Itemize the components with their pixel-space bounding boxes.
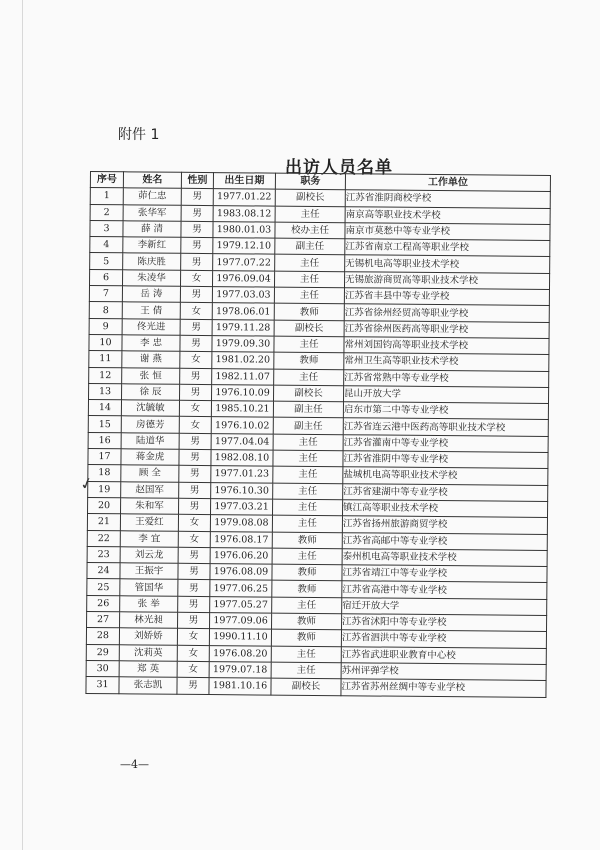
header-position: 职务 [275, 173, 345, 190]
person-name: 顾 全 [121, 465, 179, 482]
person-name: 房德芳 [121, 416, 179, 433]
gender: 男 [181, 221, 213, 238]
position: 副主任 [275, 238, 345, 255]
position: 教师 [272, 613, 342, 630]
person-name: 朱凌华 [122, 270, 180, 287]
person-name: 王爱红 [120, 514, 178, 531]
work-unit: 苏州评弹学校 [341, 663, 546, 681]
person-name: 谢 燕 [122, 351, 180, 368]
birth-date: 1981.02.20 [212, 352, 274, 369]
work-unit: 常州卫生高等职业技术学校 [344, 353, 549, 371]
row-number: 10 [89, 334, 122, 351]
work-unit: 江苏省南京工程高等职业学校 [345, 239, 550, 257]
person-name: 李新红 [123, 237, 181, 254]
person-name: 张 举 [120, 595, 178, 612]
person-name: 王 倩 [122, 302, 180, 319]
birth-date: 1977.09.06 [210, 613, 272, 630]
page-number: —4— [120, 758, 149, 771]
person-name: 李 宜 [120, 530, 178, 547]
gender: 女 [177, 645, 209, 662]
work-unit: 江苏省连云港中医药高等职业技术学校 [343, 418, 548, 436]
work-unit: 泰州机电高等职业技术学校 [342, 549, 547, 567]
work-unit: 常州刘国钧高等职业技术学校 [344, 337, 549, 355]
person-name: 王振宇 [120, 563, 178, 580]
position: 主任 [275, 255, 345, 272]
person-name: 茆仁忠 [123, 188, 181, 205]
row-number: 16 [88, 432, 121, 449]
birth-date: 1979.08.08 [210, 515, 272, 532]
attachment-label: 附件 1 [118, 127, 160, 143]
birth-date: 1982.11.07 [212, 368, 274, 385]
position: 副主任 [273, 401, 343, 418]
person-name: 薛 清 [123, 221, 181, 238]
row-number: 9 [89, 318, 122, 335]
birth-date: 1976.10.09 [211, 384, 273, 401]
gender: 男 [178, 580, 210, 597]
position: 主任 [273, 499, 343, 516]
page-title: 出访人员名单 [285, 158, 393, 178]
work-unit: 江苏省武进职业教育中心校 [341, 646, 546, 664]
position: 主任 [275, 206, 345, 223]
gender: 男 [178, 596, 210, 613]
birth-date: 1980.01.03 [213, 221, 275, 238]
row-number: 11 [89, 351, 122, 368]
person-name: 林光昶 [120, 612, 178, 629]
person-name: 张华军 [123, 204, 181, 221]
row-number: 23 [87, 546, 120, 563]
person-name: 沈毓敏 [121, 400, 179, 417]
person-name: 沈莉英 [119, 644, 177, 661]
person-name: 佟光进 [122, 318, 180, 335]
birth-date: 1978.06.01 [212, 303, 274, 320]
work-unit: 江苏省苏州丝绸中等专业学校 [341, 679, 546, 697]
position: 主任 [272, 515, 342, 532]
birth-date: 1977.03.21 [211, 499, 273, 516]
gender: 女 [177, 629, 209, 646]
gender: 男 [178, 563, 210, 580]
person-name: 徐 辰 [122, 384, 180, 401]
row-number: 29 [86, 644, 119, 661]
work-unit: 南京高等职业技术学校 [345, 206, 550, 224]
birth-date: 1981.10.16 [209, 678, 271, 695]
gender: 女 [180, 352, 212, 369]
row-number: 19 [88, 481, 121, 498]
birth-date: 1977.01.22 [213, 189, 275, 206]
birth-date: 1976.08.17 [210, 531, 272, 548]
gender: 男 [179, 433, 211, 450]
row-number: 3 [90, 220, 123, 237]
header-no: 序号 [90, 172, 123, 189]
checkmark-icon: ✓ [77, 472, 96, 495]
row-number: 27 [87, 612, 120, 629]
page-fold-line [22, 0, 23, 850]
birth-date: 1979.11.28 [212, 319, 274, 336]
birth-date: 1979.12.10 [213, 238, 275, 255]
gender: 男 [180, 384, 212, 401]
row-number: 31 [86, 677, 119, 694]
birth-date: 1976.08.20 [209, 645, 271, 662]
row-number: 18 [88, 465, 121, 482]
gender: 男 [179, 449, 211, 466]
gender: 女 [177, 661, 209, 678]
row-number: 8 [89, 302, 122, 319]
position: 副校长 [271, 678, 341, 695]
person-name: 陈庆胜 [123, 253, 181, 270]
gender: 女 [178, 515, 210, 532]
work-unit: 江苏省建湖中等专业学校 [343, 483, 548, 501]
gender: 女 [179, 417, 211, 434]
person-name: 李 忠 [122, 335, 180, 352]
header-gender: 性别 [181, 172, 213, 189]
work-unit: 无锡旅游商贸高等职业技术学校 [344, 272, 549, 290]
work-unit: 江苏省灌南中等专业学校 [343, 434, 548, 452]
gender: 女 [179, 400, 211, 417]
gender: 男 [181, 237, 213, 254]
work-unit: 盐城机电高等职业技术学校 [343, 467, 548, 485]
row-number: 2 [90, 204, 123, 221]
birth-date: 1977.05.27 [210, 596, 272, 613]
position: 教师 [272, 532, 342, 549]
birth-date: 1977.03.03 [212, 287, 274, 304]
work-unit: 江苏省常熟中等专业学校 [344, 369, 549, 387]
work-unit: 江苏省徐州经贸高等职业学校 [344, 304, 549, 322]
position: 主任 [272, 597, 342, 614]
person-name: 朱和军 [121, 498, 179, 515]
row-number: 12 [89, 367, 122, 384]
work-unit: 宿迁开放大学 [342, 597, 547, 615]
row-number: 7 [89, 286, 122, 303]
birth-date: 1976.10.02 [211, 417, 273, 434]
row-number: 21 [87, 514, 120, 531]
header-name: 姓名 [123, 172, 181, 189]
header-birth-date: 出生日期 [213, 173, 275, 190]
gender: 男 [180, 335, 212, 352]
birth-date: 1985.10.21 [211, 401, 273, 418]
person-name: 赵国军 [121, 481, 179, 498]
row-number: 4 [90, 237, 123, 254]
work-unit: 昆山开放大学 [343, 386, 548, 404]
position: 主任 [274, 336, 344, 353]
person-name: 管国华 [120, 579, 178, 596]
position: 主任 [274, 271, 344, 288]
work-unit: 江苏省靖江中等专业学校 [342, 565, 547, 583]
birth-date: 1976.09.04 [212, 270, 274, 287]
position: 主任 [271, 646, 341, 663]
position: 教师 [274, 352, 344, 369]
birth-date: 1983.08.12 [213, 205, 275, 222]
work-unit: 江苏省泗洪中等专业学校 [341, 630, 546, 648]
birth-date: 1982.08.10 [211, 450, 273, 467]
row-number: 1 [90, 188, 123, 205]
gender: 女 [180, 270, 212, 287]
work-unit: 南京市莫愁中等专业学校 [345, 223, 550, 241]
roster-table [85, 171, 551, 698]
person-name: 陆道华 [121, 433, 179, 450]
position: 主任 [274, 287, 344, 304]
position: 教师 [274, 303, 344, 320]
person-name: 刘娇娇 [119, 628, 177, 645]
position: 教师 [272, 581, 342, 598]
birth-date: 1979.07.18 [209, 661, 271, 678]
position: 主任 [273, 434, 343, 451]
gender: 男 [180, 286, 212, 303]
birth-date: 1977.06.25 [210, 580, 272, 597]
row-number: 14 [88, 400, 121, 417]
gender: 男 [181, 254, 213, 271]
birth-date: 1976.08.09 [210, 564, 272, 581]
work-unit: 江苏省高港中等专业学校 [342, 581, 547, 599]
position: 主任 [273, 450, 343, 467]
work-unit: 江苏省徐州医药高等职业学校 [344, 320, 549, 338]
position: 主任 [273, 466, 343, 483]
position: 副校长 [273, 385, 343, 402]
position: 主任 [274, 369, 344, 386]
birth-date: 1977.04.04 [211, 433, 273, 450]
position: 校办主任 [275, 222, 345, 239]
work-unit: 江苏省丰县中等专业学校 [344, 288, 549, 306]
position: 副校长 [275, 189, 345, 206]
birth-date: 1976.10.30 [211, 482, 273, 499]
person-name: 郑 英 [119, 661, 177, 678]
gender: 女 [178, 531, 210, 548]
birth-date: 1977.07.22 [213, 254, 275, 271]
person-name: 刘云龙 [120, 547, 178, 564]
gender: 男 [179, 498, 211, 515]
person-name: 张 恒 [122, 367, 180, 384]
gender: 男 [178, 547, 210, 564]
position: 教师 [271, 629, 341, 646]
work-unit: 江苏省沭阳中等专业学校 [342, 614, 547, 632]
table-row [86, 677, 546, 697]
position: 副校长 [274, 320, 344, 337]
work-unit: 无锡机电高等职业技术学校 [345, 255, 550, 273]
work-unit: 启东市第二中等专业学校 [343, 402, 548, 420]
birth-date: 1979.09.30 [212, 336, 274, 353]
gender: 男 [179, 482, 211, 499]
gender: 男 [178, 612, 210, 629]
birth-date: 1990.11.10 [209, 629, 271, 646]
gender: 男 [177, 677, 209, 694]
position: 副主任 [273, 418, 343, 435]
row-number: 15 [88, 416, 121, 433]
person-name: 岳 涛 [122, 286, 180, 303]
gender: 男 [180, 319, 212, 336]
row-number: 28 [86, 628, 119, 645]
birth-date: 1977.01.23 [211, 466, 273, 483]
gender: 女 [180, 303, 212, 320]
position: 主任 [273, 483, 343, 500]
row-number: 22 [87, 530, 120, 547]
person-name: 张志凯 [119, 677, 177, 694]
position: 主任 [272, 548, 342, 565]
header-work-unit: 工作单位 [345, 174, 550, 192]
row-number: 24 [87, 563, 120, 580]
position: 教师 [272, 564, 342, 581]
row-number: 30 [86, 660, 119, 677]
position: 主任 [271, 662, 341, 679]
birth-date: 1976.06.20 [210, 547, 272, 564]
work-unit: 江苏省淮阴中等专业学校 [343, 451, 548, 469]
work-unit: 江苏省淮阴商校学校 [345, 190, 550, 208]
row-number: 13 [89, 383, 122, 400]
gender: 男 [181, 189, 213, 206]
work-unit: 江苏省高邮中等专业学校 [342, 532, 547, 550]
work-unit: 镇江高等职业技术学校 [342, 500, 547, 518]
row-number: 25 [87, 579, 120, 596]
gender: 男 [181, 205, 213, 222]
person-name: 蒋金虎 [121, 449, 179, 466]
row-number: 17 [88, 449, 121, 466]
row-number: 5 [90, 253, 123, 270]
work-unit: 江苏省扬州旅游商贸学校 [342, 516, 547, 534]
gender: 男 [179, 466, 211, 483]
gender: 男 [180, 368, 212, 385]
row-number: 20 [88, 497, 121, 514]
row-number: 6 [90, 269, 123, 286]
row-number: 26 [87, 595, 120, 612]
